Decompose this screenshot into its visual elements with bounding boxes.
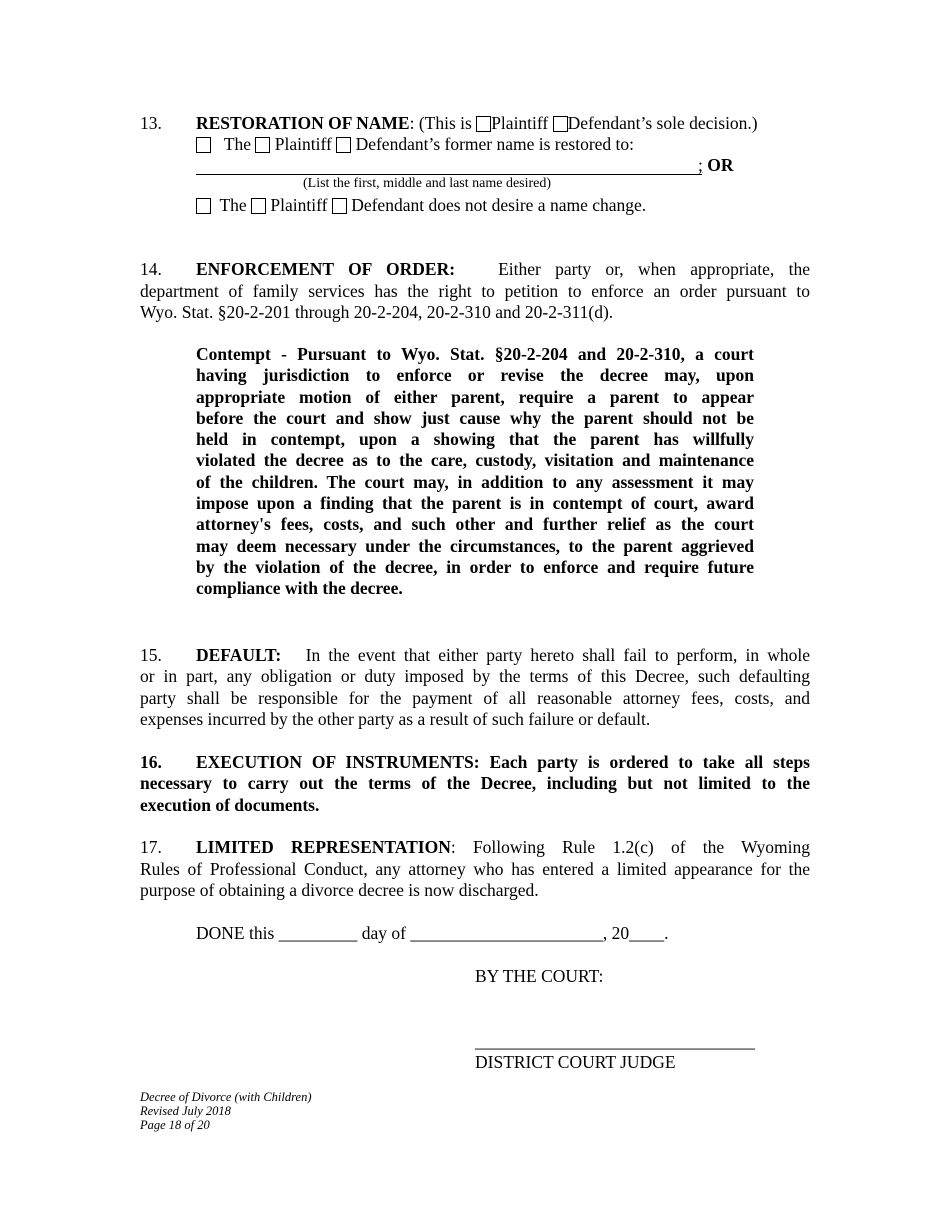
s17-line1-text: : Following Rule 1.2(c) of the Wyoming — [450, 837, 811, 857]
contempt-line: held in contempt, upon a showing that the parent has willfully — [196, 429, 754, 450]
s16-line1: EXECUTION OF INSTRUMENTS: Each party is ordered to take all steps — [196, 752, 810, 772]
footer-page-number: Page 18 of 20 — [140, 1118, 210, 1132]
contempt-line: of the children. The court may, in addition to any assessment it may — [196, 471, 754, 492]
contempt-line: attorney's fees, costs, and such other and further relief as the court — [196, 514, 754, 535]
s13-intro-prefix: : (This is — [409, 113, 477, 133]
s14-line1 — [196, 259, 810, 280]
s16-number: 16. — [140, 752, 162, 772]
restore-plaintiff-label: Plaintiff — [274, 134, 332, 154]
contempt-line: appropriate motion of either parent, require a parent to appear — [196, 386, 754, 407]
s17-line3: purpose of obtaining a divorce decree is now discharged. — [140, 880, 539, 900]
s16-line2: necessary to carry out the terms of the Decree, including but not limited to the — [140, 773, 810, 793]
no-change-plaintiff-label: Plaintiff — [270, 195, 328, 215]
s16-line3: execution of documents. — [140, 795, 320, 815]
or-label: OR — [707, 155, 734, 175]
footer-title: Decree of Divorce (with Children) — [140, 1090, 312, 1104]
s15-line1 — [196, 645, 810, 666]
by-the-court: BY THE COURT: — [475, 966, 604, 986]
restore-the-label: The — [223, 134, 252, 154]
s13-heading: RESTORATION OF NAME — [196, 113, 410, 133]
restore-name-option — [196, 134, 634, 155]
contempt-line: violated the decree as to the care, custody, visitation and maintenance — [196, 450, 754, 471]
no-name-change-option — [196, 195, 646, 216]
s14-line3: Wyo. Stat. §20-2-201 through 20-2-204, 20-2-310 and 20-2-311(d). — [140, 302, 614, 322]
contempt-line: may deem necessary under the circumstances, to the parent aggrieved — [196, 535, 754, 556]
contempt-line: by the violation of the decree, in order to enforce and require future — [196, 556, 754, 577]
s17-line2: Rules of Professional Conduct, any attorney who has entered a limited appearance for the — [140, 859, 810, 879]
s17-heading: LIMITED REPRESENTATION — [196, 837, 451, 857]
restore-name-checkbox[interactable] — [196, 137, 211, 153]
no-change-defendant-label: Defendant does not desire a name change. — [351, 195, 647, 215]
or-semicolon: ; — [698, 155, 703, 175]
no-change-defendant-checkbox[interactable] — [332, 198, 347, 214]
contempt-line: before the court and show just cause why the parent should not be — [196, 407, 754, 428]
decision-plaintiff-checkbox[interactable] — [476, 116, 491, 132]
no-change-the-label: The — [219, 195, 247, 215]
restore-defendant-checkbox[interactable] — [336, 137, 351, 153]
no-change-checkbox[interactable] — [196, 198, 211, 214]
footer-revision: Revised July 2018 — [140, 1104, 231, 1118]
s15-number: 15. — [140, 645, 162, 665]
contempt-line: Contempt - Pursuant to Wyo. Stat. §20-2-204 and 20-2-310, a court — [196, 344, 754, 364]
no-change-plaintiff-checkbox[interactable] — [251, 198, 266, 214]
or-label-line — [698, 155, 734, 176]
s13-number: 13. — [140, 113, 162, 133]
decision-plaintiff-label: Plaintiff — [491, 113, 549, 133]
s17-number: 17. — [140, 837, 162, 857]
s17-line1 — [196, 837, 810, 858]
judge-signature-line[interactable]: ________________________________ — [475, 1031, 755, 1051]
s15-line3: party shall be responsible for the payment of all reasonable attorney fees, costs, and — [140, 688, 810, 708]
decision-defendant-label: Defendant’s sole decision.) — [567, 113, 758, 133]
s14-line1-text: Either party or, when appropriate, the — [498, 259, 810, 279]
name-hint: (List the first, middle and last name desired) — [303, 176, 552, 191]
s15-line1-text: In the event that either party hereto shall fail to perform, in whole — [305, 645, 810, 665]
s15-line2: or in part, any obligation or duty imposed by the terms of this Decree, such defaulting — [140, 666, 810, 686]
judge-label: DISTRICT COURT JUDGE — [475, 1052, 676, 1072]
decision-defendant-checkbox[interactable] — [553, 116, 568, 132]
contempt-line: having jurisdiction to enforce or revise the decree may, upon — [196, 365, 754, 386]
done-date-line[interactable]: DONE this _________ day of ______________________, 20____. — [196, 923, 669, 943]
contempt-line: compliance with the decree. — [196, 578, 403, 599]
s13-intro-line — [196, 113, 758, 134]
s14-heading: ENFORCEMENT OF ORDER: — [196, 259, 456, 279]
restored-name-field[interactable] — [196, 174, 702, 175]
s15-heading: DEFAULT: — [196, 645, 282, 665]
restore-defendant-label: Defendant’s former name is restored to: — [355, 134, 635, 154]
s15-line4: expenses incurred by the other party as a result of such failure or default. — [140, 709, 651, 729]
restore-plaintiff-checkbox[interactable] — [255, 137, 270, 153]
contempt-line: impose upon a finding that the parent is in contempt of court, award — [196, 493, 754, 514]
contempt-notice — [196, 344, 754, 600]
s14-number: 14. — [140, 259, 162, 279]
s14-line2: department of family services has the right to petition to enforce an order pursuant to — [140, 281, 810, 301]
